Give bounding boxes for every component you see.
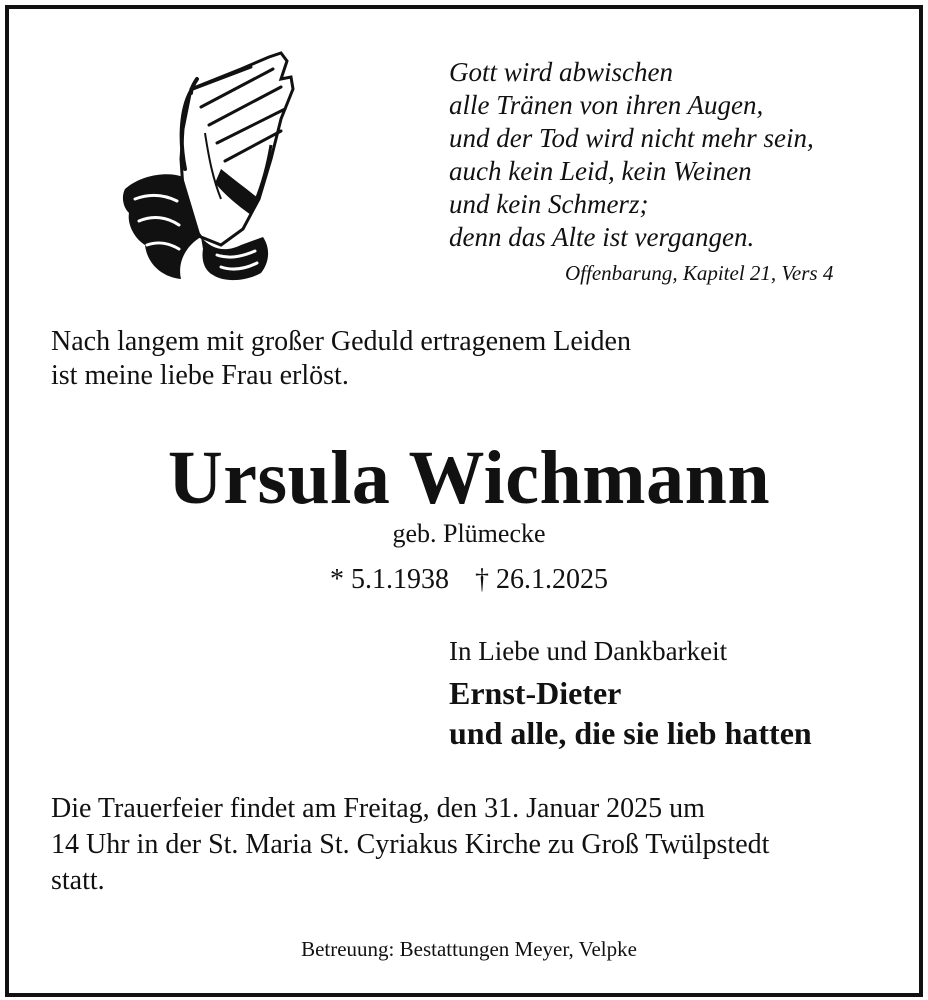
- intro-line: ist meine liebe Frau erlöst.: [51, 360, 349, 391]
- ceremony-line: statt.: [51, 865, 105, 896]
- ceremony-line: 14 Uhr in der St. Maria St. Cyriakus Kirche zu Groß Twülpstedt: [51, 829, 770, 860]
- mourner-name: Ernst-Dieter: [449, 675, 622, 711]
- birth-date: * 5.1.1938: [330, 564, 449, 595]
- verse-line: und kein Schmerz;: [449, 189, 649, 219]
- ceremony-line: Die Trauerfeier findet am Freitag, den 31. Januar 2025 um: [51, 793, 705, 824]
- mourners-others: und alle, die sie lieb hatten: [449, 715, 812, 751]
- bible-verse: [449, 56, 814, 254]
- obituary-notice: [5, 5, 923, 997]
- verse-reference: Offenbarung, Kapitel 21, Vers 4: [565, 261, 834, 285]
- verse-line: alle Tränen von ihren Augen,: [449, 90, 764, 120]
- life-dates: [9, 564, 928, 596]
- verse-line: Gott wird abwischen: [449, 57, 674, 87]
- ceremony-info: [51, 791, 769, 899]
- maiden-name: geb. Plümecke: [392, 519, 546, 548]
- verse-line: auch kein Leid, kein Weinen: [449, 156, 752, 186]
- verse-line: und der Tod wird nicht mehr sein,: [449, 123, 814, 153]
- intro-text: [51, 325, 631, 393]
- funeral-home-credit: Betreuung: Bestattungen Meyer, Velpke: [301, 937, 637, 961]
- deceased-name: Ursula Wichmann: [167, 436, 771, 520]
- mourners-intro: In Liebe und Dankbarkeit: [449, 636, 728, 666]
- verse-line: denn das Alte ist vergangen.: [449, 222, 755, 252]
- praying-hands-icon: [121, 49, 296, 285]
- intro-line: Nach langem mit großer Geduld ertragenem Leiden: [51, 326, 631, 357]
- death-date: † 26.1.2025: [475, 564, 608, 595]
